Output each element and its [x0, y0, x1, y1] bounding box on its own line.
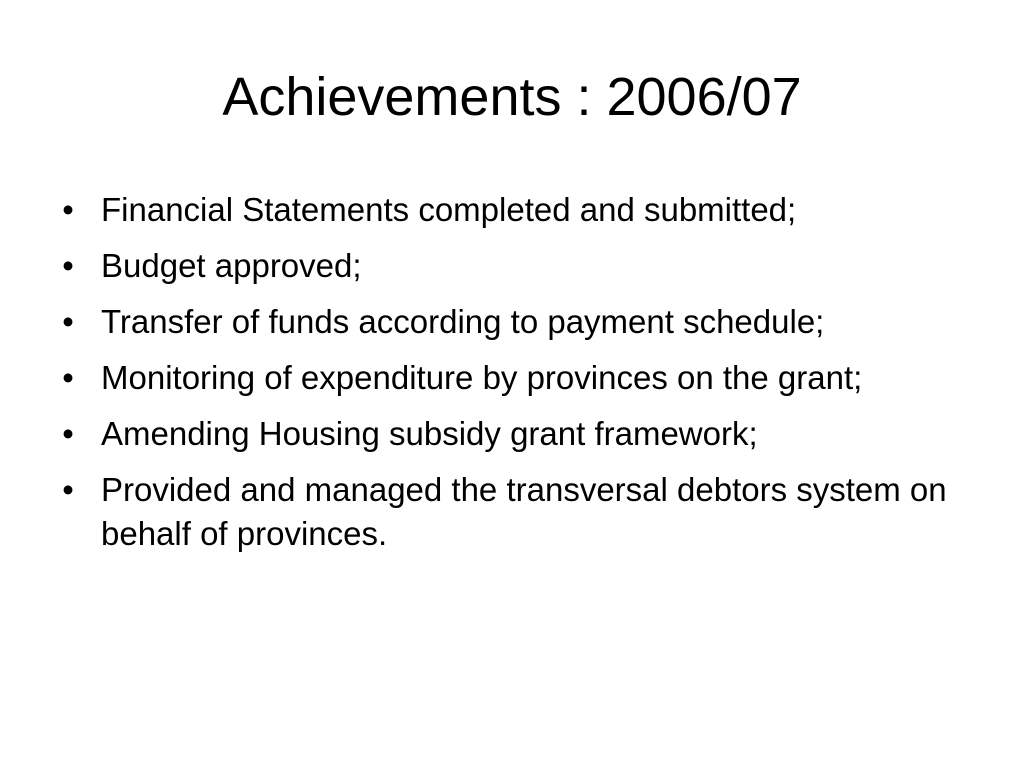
- slide-title: Achievements : 2006/07: [222, 67, 802, 127]
- bullet-point-icon: •: [62, 247, 74, 284]
- bullet-point-icon: •: [62, 191, 74, 228]
- bullet-point-icon: •: [62, 471, 74, 508]
- bullet-point-icon: •: [62, 303, 74, 340]
- bullet-item: [56, 188, 956, 232]
- bullet-text: Budget approved;: [101, 247, 362, 284]
- bullet-point-icon: •: [62, 359, 74, 396]
- bullet-item: [56, 468, 956, 556]
- bullet-text: Monitoring of expenditure by provinces on the grant;: [101, 359, 863, 396]
- bullet-text: Financial Statements completed and submitted;: [101, 191, 797, 228]
- bullet-item: [56, 356, 956, 400]
- bullet-text: Amending Housing subsidy grant framework;: [101, 415, 758, 452]
- bullet-text: Transfer of funds according to payment schedule;: [101, 303, 825, 340]
- bullet-list: [56, 188, 956, 568]
- bullet-item: [56, 244, 956, 288]
- bullet-point-icon: •: [62, 415, 74, 452]
- bullet-item: [56, 412, 956, 456]
- bullet-text: Provided and managed the transversal debtors system on behalf of provinces.: [101, 471, 947, 552]
- bullet-item: [56, 300, 956, 344]
